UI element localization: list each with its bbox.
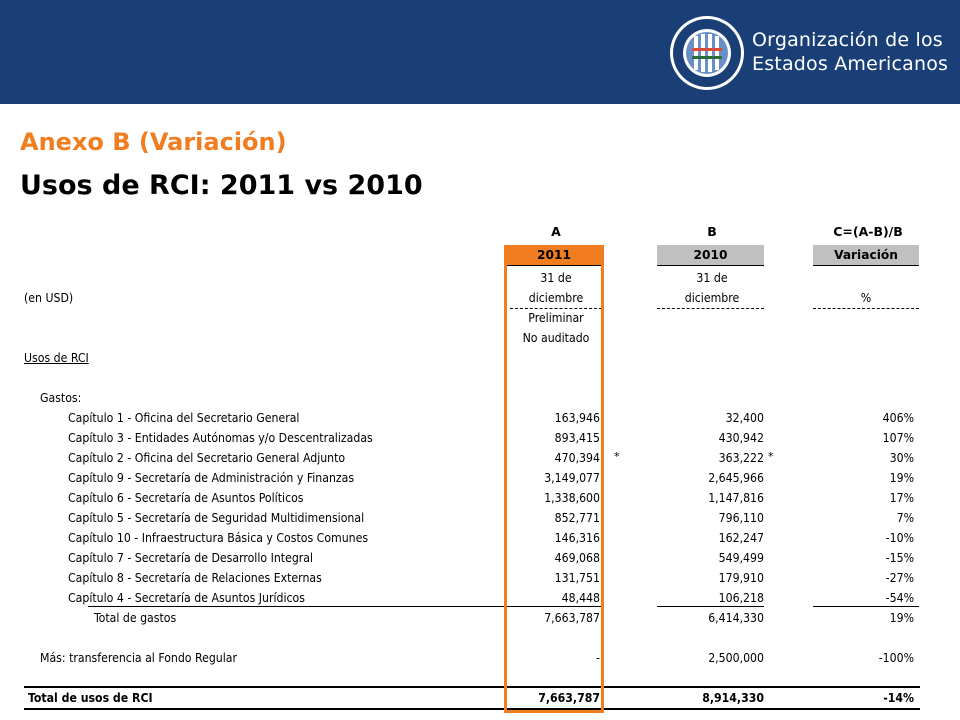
row-variation: 17%	[889, 491, 914, 505]
row-variation: 30%	[889, 451, 914, 465]
row-variation: -27%	[885, 571, 914, 585]
column-c-header: C=(A-B)/B	[833, 224, 903, 239]
grand-total-variation: -14%	[883, 691, 914, 705]
rule	[813, 265, 919, 266]
row-value-2010: 32,400	[725, 411, 764, 425]
organization-name	[752, 28, 948, 76]
row-value-2010: 162,247	[718, 531, 764, 545]
expenses-label: Gastos:	[40, 391, 82, 405]
row-value-2011: 469,068	[554, 551, 600, 565]
row-variation: -54%	[885, 591, 914, 605]
unit-label: (en USD)	[24, 291, 74, 305]
total-expenses-2010: 6,414,330	[708, 611, 764, 625]
row-label: Capítulo 7 - Secretaría de Desarrollo Integral	[68, 551, 314, 565]
row-label: Capítulo 9 - Secretaría de Administración y Finanzas	[68, 471, 355, 485]
year-2010-header: 2010	[657, 245, 764, 265]
percent-label: %	[860, 291, 872, 305]
transfer-variation: -100%	[878, 651, 914, 665]
row-label: Capítulo 6 - Secretaría de Asuntos Políticos	[68, 491, 304, 505]
row-value-2011: 48,448	[561, 591, 600, 605]
rule	[657, 265, 764, 266]
row-label: Capítulo 8 - Secretaría de Relaciones Externas	[68, 571, 322, 585]
date-b-line2: diciembre	[684, 291, 740, 305]
year-2011-header: 2011	[504, 245, 604, 265]
row-value-2010: 1,147,816	[708, 491, 764, 505]
column-b-header: B	[707, 224, 717, 239]
date-a-line1: 31 de	[540, 271, 572, 285]
org-line-1: Organización de los	[752, 29, 943, 51]
row-label: Capítulo 1 - Oficina del Secretario General	[68, 411, 300, 425]
transfer-2011: -	[596, 651, 600, 665]
row-value-2011: 470,394	[554, 451, 600, 465]
row-value-2011: 131,751	[554, 571, 600, 585]
row-label: Capítulo 10 - Infraestructura Básica y Costos Comunes	[68, 531, 369, 545]
status-line1: Preliminar	[528, 311, 584, 325]
column-a-header: A	[551, 224, 561, 239]
row-variation: 406%	[882, 411, 914, 425]
row-value-2011: 852,771	[554, 511, 600, 525]
variation-header: Variación	[813, 245, 919, 265]
column-2011-highlight	[504, 246, 604, 713]
dashed-rule	[813, 308, 919, 309]
row-value-2011: 146,316	[554, 531, 600, 545]
row-value-2010: 179,910	[718, 571, 764, 585]
dashed-rule	[657, 308, 764, 309]
row-variation: 7%	[896, 511, 914, 525]
status-line2: No auditado	[522, 331, 590, 345]
date-b-line1: 31 de	[696, 271, 728, 285]
slide-title: Anexo B (Variación)	[20, 128, 287, 156]
oas-seal-logo	[668, 14, 746, 92]
total-expenses-label: Total de gastos	[94, 611, 177, 625]
row-value-2010: 363,222	[718, 451, 764, 465]
subtotal-rule	[813, 606, 919, 607]
grand-total-2010: 8,914,330	[702, 691, 764, 705]
transfer-2010: 2,500,000	[708, 651, 764, 665]
row-label: Capítulo 2 - Oficina del Secretario General Adjunto	[68, 451, 346, 465]
row-value-2011: 3,149,077	[544, 471, 600, 485]
row-value-2011: 893,415	[554, 431, 600, 445]
row-value-2010: 430,942	[718, 431, 764, 445]
footnote-star: *	[768, 450, 774, 463]
row-value-2010: 106,218	[718, 591, 764, 605]
header-banner	[0, 0, 960, 104]
row-value-2011: 163,946	[554, 411, 600, 425]
row-value-2010: 796,110	[718, 511, 764, 525]
transfer-label: Más: transferencia al Fondo Regular	[40, 651, 237, 665]
org-line-2: Estados Americanos	[752, 53, 949, 75]
subtotal-rule	[657, 606, 764, 607]
footnote-star: *	[614, 450, 620, 463]
grand-total-rule-bottom	[24, 708, 920, 710]
row-variation: -10%	[885, 531, 914, 545]
slide-subtitle: Usos de RCI: 2011 vs 2010	[20, 170, 423, 201]
row-label: Capítulo 4 - Secretaría de Asuntos Jurídicos	[68, 591, 305, 605]
row-label: Capítulo 5 - Secretaría de Seguridad Multidimensional	[68, 511, 365, 525]
row-value-2011: 1,338,600	[544, 491, 600, 505]
grand-total-label: Total de usos de RCI	[28, 691, 153, 705]
section-heading: Usos de RCI	[24, 351, 89, 365]
row-variation: 107%	[882, 431, 914, 445]
row-value-2010: 549,499	[718, 551, 764, 565]
row-variation: 19%	[889, 471, 914, 485]
total-expenses-variation: 19%	[889, 611, 914, 625]
grand-total-2011: 7,663,787	[538, 691, 600, 705]
row-value-2010: 2,645,966	[708, 471, 764, 485]
row-variation: -15%	[885, 551, 914, 565]
total-expenses-2011: 7,663,787	[544, 611, 600, 625]
grand-total-rule-top	[24, 686, 920, 688]
date-a-line2: diciembre	[528, 291, 584, 305]
row-label: Capítulo 3 - Entidades Autónomas y/o Descentralizadas	[68, 431, 373, 445]
